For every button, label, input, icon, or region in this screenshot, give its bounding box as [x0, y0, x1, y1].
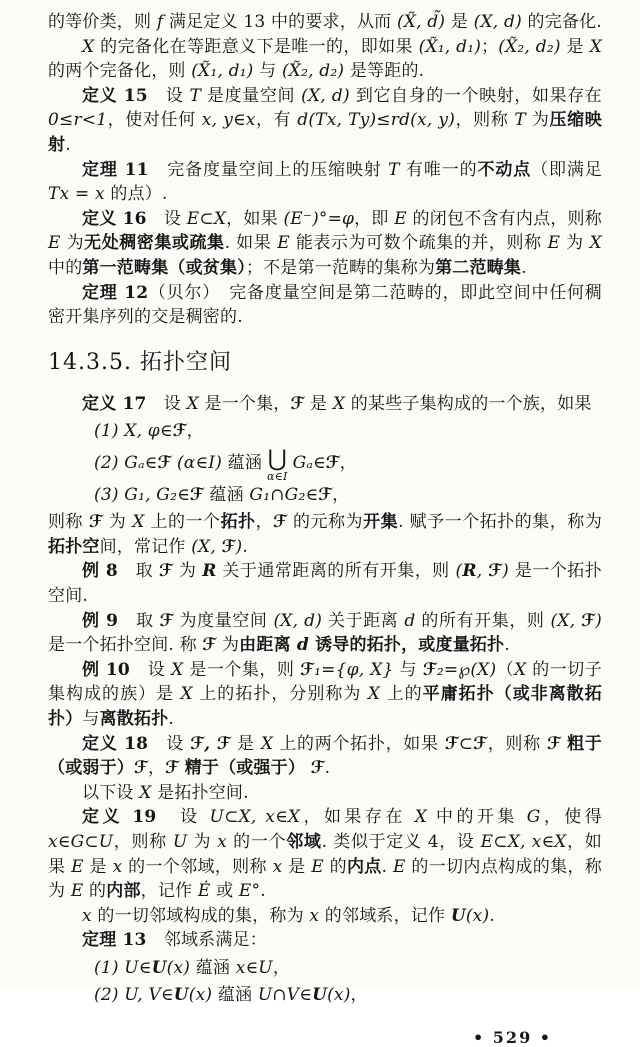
text-run: ，则称 [455, 110, 515, 131]
script-letter: ℱ [581, 610, 596, 631]
text-run: 的 [83, 881, 107, 902]
text-run: 蕴涵 [222, 452, 263, 473]
bold-term: 拓扑 [220, 512, 256, 533]
math-run: ⊂ [458, 733, 474, 754]
union-operator-stack [267, 445, 288, 483]
text-run: 上的一个 [144, 512, 221, 533]
script-letter: ℱ [290, 393, 305, 414]
math-run: (3) G₁, G₂∈ [94, 484, 190, 505]
math-run: (α∈I) [171, 452, 223, 473]
text-run: 能表示为可数个疏集的并，则称 [289, 233, 548, 254]
math-run: ( [455, 561, 463, 582]
script-letter: ℱ [157, 452, 172, 473]
script-letter: ℱ [189, 484, 204, 505]
text-run: 的 [323, 856, 347, 877]
bold-term: 离散拓扑 [99, 708, 169, 729]
text-run: 的点）. [104, 184, 168, 205]
text-run: ， [272, 957, 291, 978]
text-run: 的所有开集，则 [415, 610, 551, 631]
text-run: ；不是第一范畴的集称为 [245, 257, 436, 278]
text-run: 14.3.5. 拓扑空间 [48, 349, 232, 375]
text-run: 完备度量空间上的压缩映射 [148, 159, 389, 180]
bold-term: 平庸拓扑（或非离散拓扑） [48, 684, 602, 729]
text-run: 邻域系满足： [146, 930, 267, 951]
paragraph [48, 392, 602, 417]
text-run: 与 [82, 708, 100, 729]
math-run: d(Tx, Ty)≤rd(x, y) [297, 110, 456, 131]
text-run: . [324, 758, 331, 779]
text-run: ，则称 [487, 733, 547, 754]
math-run: (2) U, V∈ [94, 985, 174, 1006]
math-run: E [71, 856, 84, 877]
bold-term: 第二范畴集 [435, 257, 522, 278]
math-run: (X, [191, 536, 222, 557]
text-run: 关于通常距离的所有开集，则 [216, 561, 456, 582]
math-run: T [388, 159, 400, 180]
text-run: 是一个集， [198, 393, 291, 414]
math-run: (X̃₁, d₁) [191, 61, 254, 82]
text-run: ，如果存在 [300, 807, 415, 828]
math-run: Gₐ∈ [292, 452, 326, 473]
bold-term: 定义 18 [82, 733, 149, 754]
page-footer [48, 1028, 602, 1047]
paragraph [94, 483, 602, 508]
text-run: . [504, 635, 510, 656]
text-run: 到它自身的一个映射，如果存在 [349, 85, 602, 106]
text-run: ，如果 [226, 208, 284, 229]
text-run: ，使得 [540, 807, 602, 828]
text-run: 有唯一的 [399, 159, 478, 180]
script-letter: ℱ [547, 733, 561, 754]
bold-term: 定理 11 [82, 159, 149, 180]
bold-term: 由距离 [239, 635, 297, 656]
paragraph [48, 84, 602, 158]
bold-term: 定理 13 [82, 930, 147, 951]
text-run: 设 [146, 393, 187, 414]
section-heading [48, 350, 602, 376]
text-run: . [242, 536, 248, 557]
paragraph [48, 281, 602, 330]
math-run: X [514, 659, 527, 680]
text-run: 则称 [48, 512, 89, 533]
script-letter: U [312, 985, 328, 1006]
text-run: 是 [282, 856, 312, 877]
math-run: X [139, 782, 152, 803]
math-run: (1) U∈ [94, 957, 152, 978]
paragraph [48, 35, 602, 84]
math-run: E [70, 881, 84, 902]
text-run: 或 [210, 881, 239, 902]
text-run: ，使对任何 [107, 110, 202, 131]
script-letter: ℱ [221, 536, 236, 557]
text-run: 设 [148, 733, 191, 754]
text-run: ，有 [255, 110, 298, 131]
math-run: x, y∈x [201, 110, 256, 131]
union-symbol: ⋃ [267, 445, 287, 472]
script-letter: ℱ [325, 452, 340, 473]
bold-term: 无处稠密集或疏集 [84, 233, 225, 254]
bold-term: 定义 17 [82, 393, 147, 414]
paragraph [94, 419, 602, 444]
text-run: ， [339, 452, 357, 473]
math-run: G₁∩G₂∈ [249, 484, 319, 505]
text-run: 的完备化在等距意义下是唯一的，即如果 [94, 36, 419, 57]
text-run: . [65, 134, 71, 155]
union-subscript: α∈I [267, 469, 288, 483]
page-text-block [48, 10, 602, 1008]
text-run: 的两个完备化，则 [48, 61, 192, 82]
text-run: ， [186, 421, 204, 442]
text-run: . [260, 881, 266, 902]
text-run: 的一个邻域，则称 [122, 856, 273, 877]
paragraph [48, 207, 602, 281]
text-run: 为 [102, 512, 133, 533]
text-run: （即满足 [531, 159, 602, 180]
math-run: (2) Gₐ∈ [94, 452, 158, 473]
script-letter: ℱ [473, 733, 488, 754]
math-bold-run: d [296, 635, 309, 656]
script-letter: ℱ [488, 561, 503, 582]
text-run: ， [147, 758, 166, 779]
math-run: (1) X, φ∈ [94, 421, 173, 442]
text-run: 设 [146, 208, 187, 229]
text-run: 的一个 [227, 831, 287, 852]
text-run: ， [350, 985, 368, 1006]
bold-term: 例 10 [82, 659, 130, 680]
math-run: x [272, 856, 283, 877]
bold-term: 压缩映射 [48, 110, 602, 155]
text-run: . 类似于定义 4，设 [321, 831, 481, 852]
bold-term: 精于（或强于） [184, 758, 306, 779]
bold-term: 定义 16 [82, 208, 147, 229]
math-run: E [311, 856, 324, 877]
math-run: E [48, 233, 61, 254]
text-run: 是 [560, 36, 590, 57]
script-letter: ℱ [310, 758, 325, 779]
text-run: 的一切内点构成的集，称为 [48, 856, 602, 902]
bold-term: 内点 [346, 856, 382, 877]
math-run: (x) [465, 905, 490, 926]
math-run: 0≤r<1 [48, 110, 108, 131]
text-run: . [168, 708, 175, 729]
text-run: 与 [253, 61, 282, 82]
script-letter: ℱ [300, 659, 315, 680]
text-run: 为度量空间 [173, 610, 274, 631]
math-run: X [414, 807, 428, 828]
text-run: 为 [60, 233, 85, 254]
math-run: U⊂X, x∈X [209, 807, 301, 828]
math-run: f [156, 12, 164, 32]
math-run: E [547, 233, 561, 254]
math-run: x [82, 905, 92, 926]
bold-term: 粗于（或弱于） [48, 733, 602, 779]
math-run: X [132, 512, 145, 533]
math-run: (X̃, d̃) [396, 12, 446, 32]
text-run: 的元称为 [287, 512, 364, 533]
text-run: 上的拓扑，分别称为 [192, 684, 368, 705]
text-run: 蕴涵 [203, 484, 250, 505]
text-run: 为 [525, 110, 550, 131]
text-run: 为 [172, 561, 203, 582]
math-run: E [277, 233, 290, 254]
text-run: ，如果 [48, 831, 602, 877]
script-letter: ℱ [444, 733, 459, 754]
text-run: . 赋予一个拓扑的集，称为 [398, 512, 603, 533]
bold-term: 内部 [106, 881, 141, 902]
text-run: 间，常记作 [99, 536, 192, 557]
math-run: (X̃₁, d₁) [418, 36, 482, 57]
text-run: ； [481, 36, 499, 57]
script-letter: U [173, 985, 189, 1006]
page-number: • 529 • [473, 1028, 552, 1047]
text-run: 是 [445, 12, 474, 32]
text-run: 满足定义 13 中的要求，从而 [163, 12, 397, 32]
script-letter: ℱ [165, 758, 180, 779]
paragraph [48, 732, 602, 781]
math-run: (E⁻)°=φ [283, 208, 355, 229]
paragraph [94, 983, 602, 1008]
paragraph [48, 10, 602, 35]
bold-term: 邻域 [286, 831, 322, 852]
math-run: x∈U [235, 957, 273, 978]
text-run: 上的 [380, 684, 423, 705]
script-letter: ℱ [422, 659, 437, 680]
math-run: X [589, 233, 602, 254]
math-run: ₂=℘(X) [436, 659, 497, 680]
script-letter: ℱ [134, 758, 148, 779]
text-run: 中的开集 [427, 807, 527, 828]
text-run: 是 [83, 856, 113, 877]
math-run: ) [502, 561, 509, 582]
text-run: 蕴涵 [212, 985, 258, 1006]
text-run: 上的两个拓扑，如果 [273, 733, 445, 754]
script-letter: U [151, 957, 167, 978]
math-run: x∈G⊂U [48, 831, 114, 852]
script-letter: ℱ [202, 635, 217, 656]
text-run: 的一切子集构成的族）是 [48, 659, 602, 705]
text-run: 的完备化. [521, 12, 602, 32]
text-run: 与 [393, 659, 423, 680]
script-letter: ℱ [159, 610, 174, 631]
math-run: Ė [197, 881, 211, 902]
text-run: 的某些子集构成的一个族，如果 [345, 393, 592, 414]
text-run: 是一个拓扑空间. [48, 561, 602, 606]
math-run: d [404, 610, 416, 631]
text-run: ，则称 [113, 831, 173, 852]
math-bold-run: R [462, 561, 477, 582]
bold-term: 例 9 [82, 610, 119, 631]
bold-term: 拓扑空 [48, 536, 100, 557]
math-run: X [589, 36, 602, 57]
bold-term: 定理 12 [82, 282, 149, 303]
paragraph [48, 904, 602, 929]
text-run: . [381, 856, 393, 877]
math-run: (x) [327, 985, 351, 1006]
text-run: 是一个集，则 [183, 659, 301, 680]
bold-term: 开集 [363, 512, 399, 533]
text-run: 设 [156, 807, 210, 828]
math-bold-run: R [202, 561, 217, 582]
script-letter: ℱ [159, 561, 173, 582]
math-run: ₁={φ, X} [314, 659, 394, 680]
bold-term: 诱导的拓扑，或度量拓扑 [308, 635, 505, 656]
paragraph [48, 805, 602, 903]
paragraph [48, 158, 602, 207]
text-run: 是一个拓扑空间. 称 [48, 635, 203, 656]
text-run: （贝尔） 完备度量空间是第二范畴的，即此空间中任何稠密开集序列的交是稠密的. [48, 282, 603, 328]
bold-term: 定义 19 [82, 807, 157, 828]
text-run: 的邻域系，记作 [319, 905, 451, 926]
math-run: Tx = x [48, 184, 105, 205]
text-run: 是度量空间 [201, 85, 302, 106]
math-run: T [514, 110, 526, 131]
math-run: (x) [188, 985, 213, 1006]
math-run: X [367, 684, 381, 705]
text-run: 为 [187, 831, 218, 852]
script-letter: ℱ [273, 512, 288, 533]
paragraph [48, 781, 602, 806]
math-run: x [309, 905, 320, 926]
text-run: 关于距离 [322, 610, 405, 631]
text-run: 设 [129, 659, 172, 680]
math-run: (x) [166, 957, 191, 978]
math-run: E⊂X [186, 208, 227, 229]
math-run: U∩V∈ [257, 985, 313, 1006]
paragraph [48, 658, 602, 732]
math-run: (X̃₂, d₂) [281, 61, 345, 82]
math-run: (X̃₂, d₂) [498, 36, 561, 57]
bold-term: 例 8 [82, 561, 118, 582]
math-run: X [332, 393, 346, 414]
script-letter: U [450, 905, 466, 926]
text-run: ， [332, 484, 350, 505]
text-run: . [489, 905, 495, 926]
script-letter: ℱ, ℱ [190, 733, 231, 754]
math-run: x [217, 831, 228, 852]
paragraph [48, 510, 602, 559]
math-run: X [260, 733, 274, 754]
text-run: 蕴涵 [190, 957, 236, 978]
math-run: (X, d) [273, 610, 323, 631]
text-run: 为 [560, 233, 590, 254]
paragraph [94, 956, 602, 981]
text-run: 是拓扑空间. [151, 782, 249, 803]
math-run: E° [238, 881, 261, 902]
math-run: T [189, 85, 202, 106]
math-run: ) [235, 536, 243, 557]
script-letter: ℱ [88, 512, 103, 533]
text-run: 取 [118, 610, 160, 631]
math-run: ) [595, 610, 602, 631]
math-run: (X, d) [301, 85, 350, 106]
math-run: U [172, 831, 188, 852]
paragraph [48, 928, 602, 953]
text-run: ， [255, 512, 274, 533]
text-run: 中的 [48, 257, 83, 278]
math-run: x [112, 856, 123, 877]
text-run: 的一切邻域构成的集，称为 [91, 905, 310, 926]
text-run: ，记作 [140, 881, 198, 902]
math-run: G [526, 807, 541, 828]
bold-term: 定义 15 [82, 85, 148, 106]
text-run: 以下设 [82, 782, 140, 803]
text-run: 取 [117, 561, 160, 582]
math-run: X [186, 393, 199, 414]
script-letter: ℱ [318, 484, 333, 505]
text-run: 是 [304, 393, 333, 414]
math-run: , [476, 561, 489, 582]
math-run: (X, d) [473, 12, 522, 32]
text-run: 的等价类，则 [48, 12, 157, 32]
math-run: (X, [550, 610, 582, 631]
text-run: ，即 [354, 208, 395, 229]
text-run: . [521, 257, 527, 278]
math-run: E [394, 208, 407, 229]
math-run: E [393, 856, 406, 877]
script-letter: ℱ [172, 421, 187, 442]
text-run: 为 [216, 635, 240, 656]
text-run: （ [496, 659, 515, 680]
paragraph [48, 609, 602, 658]
text-run: . 如果 [224, 233, 278, 254]
text-run: 的闭包不含有内点，则称 [406, 208, 602, 229]
paragraph [94, 445, 602, 483]
math-run: X [171, 659, 184, 680]
bold-term: 第一范畴集（或贫集） [82, 257, 246, 278]
text-run: 是 [230, 733, 261, 754]
bold-term: 不动点 [477, 159, 532, 180]
text-run: 设 [147, 85, 190, 106]
math-run: E⊂X, x∈X [480, 831, 567, 852]
paragraph [48, 559, 602, 608]
text-run: 是等距的. [344, 61, 425, 82]
math-run: X [180, 684, 193, 705]
math-run: X [82, 36, 95, 57]
